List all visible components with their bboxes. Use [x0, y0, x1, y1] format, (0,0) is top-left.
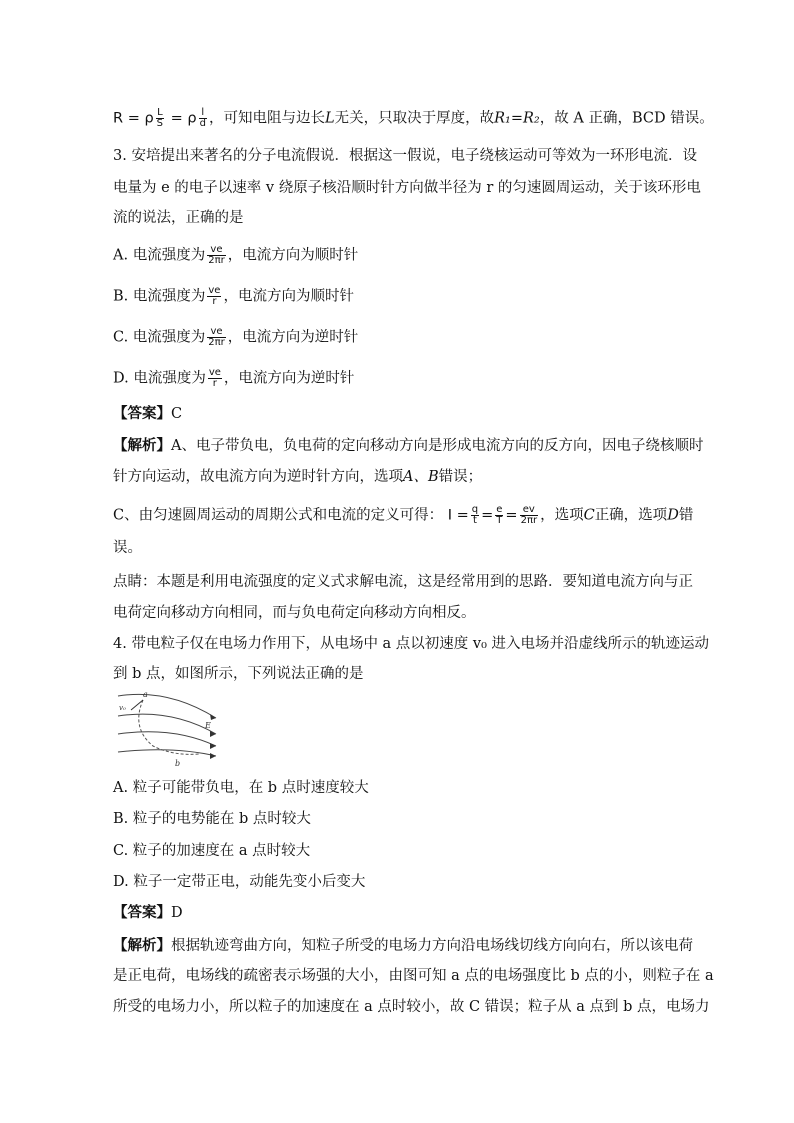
q4-option-c: C. 粒子的加速度在 a 点时较大 [113, 843, 311, 859]
fraction-ve-over-r: $\frac{ve}{r}$ [208, 285, 221, 307]
q4-analysis-line3: 所受的电场力小，所以粒子的加速度在 a 点时较小，故 C 错误；粒子从 a 点到 b 点，电场力 [113, 999, 710, 1015]
answer-tag: 【答案】 [113, 904, 171, 921]
equals-sign: = [127, 110, 140, 127]
prev-text3: ，故 A 正确，BCD 错误。 [539, 110, 714, 127]
prev-text: ，可知电阻与边长 [208, 110, 325, 127]
q3-comment-line1: 点睛：本题是利用电流强度的定义式求解电流，这是经常用到的思路．要知道电流方向与正 [113, 574, 693, 590]
prev-r1r2: R₁=R₂ [494, 110, 540, 127]
rho-symbol: ρ [187, 110, 197, 127]
trajectory-dashed [139, 700, 199, 754]
equals-sign: = [170, 110, 183, 127]
fraction-q-over-t: $\frac{q}{t}$ [471, 504, 479, 526]
label-b: b [175, 759, 181, 768]
q3-stem-line2: 电量为 e 的电子以速率 v 绕原子核沿顺时针方向做半径为 r 的匀速圆周运动，关于该环形电 [113, 180, 701, 196]
field-line-4 [118, 750, 216, 756]
q3-analysis-line4: 误。 [113, 540, 142, 556]
field-line-3 [118, 732, 216, 746]
prev-text2: 无关，只取决于厚度，故 [334, 110, 495, 127]
current-symbol: I [447, 507, 452, 524]
label-E: E [205, 721, 211, 730]
q4-option-d: D. 粒子一定带正电，动能先变小后变大 [113, 874, 366, 890]
arrow-head-3 [210, 743, 216, 749]
label-a: a [143, 690, 148, 699]
q3-option-d: D. 电流强度为 $\frac{ve}{r}$ ，电流方向为逆时针 [113, 367, 355, 389]
fraction-ve-over-2pir: $\frac{ve}{2\pi r}$ [208, 326, 225, 348]
answer-tag: 【答案】 [113, 405, 171, 422]
resistance-symbol: R [113, 110, 124, 127]
fraction-l-over-d: $\frac{l}{d}$ [199, 107, 206, 129]
answer-value: C [171, 406, 183, 422]
q3-analysis-line3: C、由匀速圆周运动的周期公式和电流的定义可得： I = $\frac{q}{t}$ = $\frac{e}{T}$ = $\frac{ev}{2\pi r}$ ，选项C正确，选项D错 [113, 504, 694, 526]
fraction-ev-over-2pir: $\frac{ev}{2\pi r}$ [520, 504, 538, 526]
q3-stem-line3: 流的说法，正确的是 [113, 210, 244, 226]
q4-answer [113, 903, 183, 923]
fraction-ve-over-r: $\frac{ve}{r}$ [208, 367, 221, 389]
rho-symbol: ρ [144, 110, 154, 127]
q3-option-c: C. 电流强度为 $\frac{ve}{2\pi r}$ ，电流方向为逆时针 [113, 326, 359, 348]
fraction-l-over-s: $\frac{L}{S}$ [156, 107, 164, 129]
q4-stem-line1: 4. 带电粒子仅在电场力作用下，从电场中 a 点以初速度 v₀ 进入电场并沿虚线所示的轨迹运动 [113, 636, 710, 652]
analysis-tag: 【解析】 [113, 937, 171, 954]
q3-analysis-line1: 【解析】A、电子带负电，负电荷的定向移动方向是形成电流方向的反方向，因电子绕核顺时 [113, 437, 704, 454]
arrow-head-4 [210, 753, 216, 759]
q4-option-b: B. 粒子的电势能在 b 点时较大 [113, 811, 311, 827]
fraction-ve-over-2pir: $\frac{ve}{2\pi r}$ [208, 244, 225, 266]
q3-option-a: A. 电流强度为 $\frac{ve}{2\pi r}$ ，电流方向为顺时针 [113, 244, 359, 266]
prev-L: L [324, 110, 335, 127]
q3-option-b: B. 电流强度为 $\frac{ve}{r}$ ，电流方向为顺时针 [113, 285, 354, 307]
q4-option-a: A. 粒子可能带负电，在 b 点时速度较大 [113, 780, 369, 796]
q4-analysis-line2: 是正电荷，电场线的疏密表示场强的大小，由图可知 a 点的电场强度比 b 点的小，则粒子在 a [113, 968, 714, 984]
q3-answer [113, 404, 182, 424]
q4-stem-line2: 到 b 点，如图所示，下列说法正确的是 [113, 666, 364, 682]
field-line-2 [118, 714, 216, 734]
q3-comment-line2: 电荷定向移动方向相同，而与负电荷定向移动方向相反。 [113, 605, 476, 621]
electric-field-figure [113, 688, 223, 768]
answer-value: D [171, 905, 183, 921]
analysis-tag: 【解析】 [113, 437, 171, 454]
label-v0: v₀ [119, 704, 126, 712]
prev-conclusion-line [113, 108, 714, 129]
q3-analysis-line2: 针方向运动，故电流方向为逆时针方向，选项A、B错误； [113, 469, 483, 485]
q3-stem-line1: 3. 安培提出来著名的分子电流假说．根据这一假说，电子绕核运动可等效为一环形电流．设 [113, 148, 697, 164]
fraction-e-over-t: $\frac{e}{T}$ [496, 504, 503, 526]
q4-analysis-line1: 【解析】根据轨迹弯曲方向，知粒子所受的电场力方向沿电场线切线方向向右，所以该电荷 [113, 937, 693, 954]
